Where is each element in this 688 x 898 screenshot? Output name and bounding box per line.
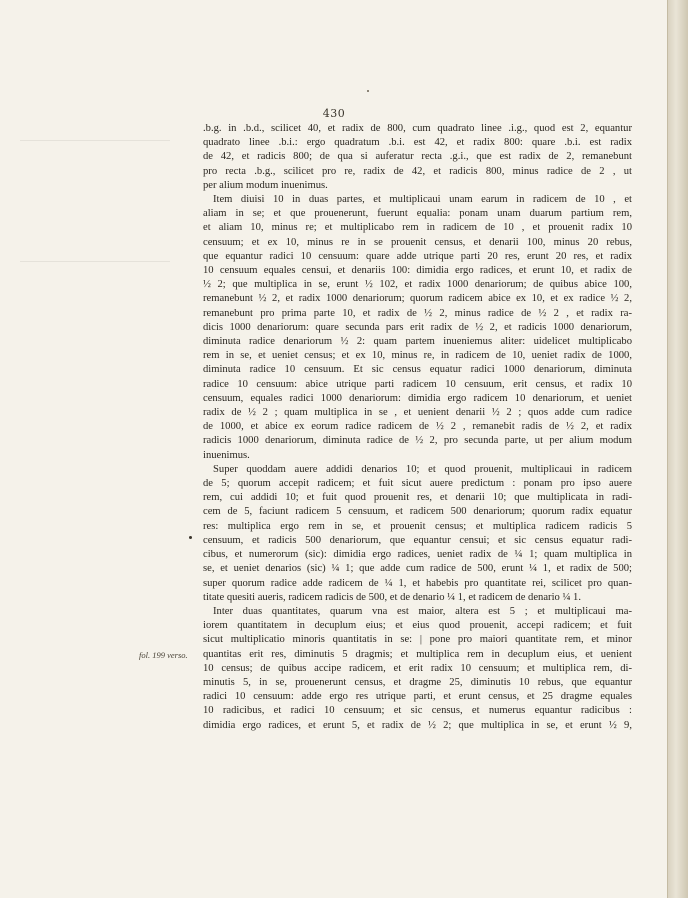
- text-line: dicis 1000 denariorum: quare secunda pars erit radix de ½ 2, et radicis 1000 denariorum,: [203, 321, 632, 333]
- text-line: aliam in se; et que prouenerunt, fuerunt equalia: ponam unam duarum partium rem,: [203, 208, 632, 220]
- text-line: radice 10 censuum: abice utrique parti radicem 10 censuum, erit census, et radix 10: [203, 378, 632, 390]
- margin-mark: [189, 536, 192, 539]
- text-line: inuenimus.: [203, 449, 250, 461]
- text-line: titate quesiti aueris, radicem radicis de 500, et de denario ¼ 1, et radicem de denario ¼ 1.: [203, 591, 581, 603]
- text-line: radix de ½ 2 ; quam multiplica in se , et uenient denarii ½ 2 ; quos adde cum radice: [203, 407, 632, 419]
- text-line: dimidia ergo radices, et erunt 5, et radix de ½ 2; que multiplica in se, et erunt ½ 9,: [203, 719, 632, 731]
- text-line: .b.g. in .b.d., scilicet 40, et radix de 800, cum quadrato linee .i.g., quod est 2, equantur: [203, 123, 632, 134]
- text-line: quadrato linee .b.i.: ergo quadratum .b.i. est 42, et radix 800: quare .b.i. est radix: [203, 137, 632, 149]
- text-line: ½ 2; que multiplica in se, erunt ½ 102, et radix 1000 denariorum; de quibus abice 100,: [203, 279, 632, 291]
- text-line: 10 radicibus, et radici 10 censuum; et sic census, et numerus equantur radicibus :: [203, 705, 632, 717]
- ink-dot: [367, 90, 369, 92]
- text-line: Item diuisi 10 in duas partes, et multiplicaui unam earum in radicem de 10 , et: [213, 194, 632, 206]
- text-line: cem de 5, faciunt radicem 5 censuum, et radicem 500 denariorum; quorum radix equatur: [203, 506, 632, 518]
- text-line: remanebunt pro prima parte 10, et radix de ½ 2, minus radice de ½ 2 , et radix ra-: [203, 307, 632, 319]
- text-line: 10 census; de quibus accipe radicem, et erit radix 10 censuum; et multiplica rem, di-: [203, 662, 632, 674]
- text-line: diminuta radice denariorum ½ 2: quam partem inueniemus aliter: uidelicet multiplicabo: [203, 336, 632, 348]
- text-line: censuum; et ex 10, minus re in se prouenit census, et denarii 100, minus 20 rebus,: [203, 236, 632, 248]
- text-line: Inter duas quantitates, quarum vna est maior, altera est 5 ; et multiplicaui ma-: [213, 605, 632, 617]
- text-line: rem in se, et ueniet census; et ex 10, minus re, in radicem de 10, ueniet radix de 1000,: [203, 350, 632, 362]
- text-line: iorem quantitatem in decuplum eius; et eius quod prouenit, accepi radicem; et fuit: [203, 620, 632, 632]
- text-line: et aliam 10, minus re; et multiplicabo rem in radicem de 10 , et prouenit radix 10: [203, 222, 632, 234]
- text-line: cibus, et numerorum (sic): dimidia ergo radices, ueniet radix de ¼ 1; quam multiplica in: [203, 549, 632, 561]
- folio-margin-note: fol. 199 verso.: [139, 650, 188, 660]
- text-line: rem, cui addidi 10; et fuit quod prouenit res, et denarii 10; que multiplicata in radi-: [203, 492, 632, 504]
- text-line: per alium modum inuenimus.: [203, 179, 328, 191]
- text-line: sicut multiplicatio minoris quantitatis in se: | pone pro maiori quantitate rem, et minor: [203, 634, 632, 646]
- text-line: radici 10 censuum: adde ergo res utrique parti, et erunt census, et 25 dragme equales: [203, 691, 632, 703]
- text-line: radicis 1000 denariorum, diminuta radice de ½ 2, pro secunda parte, ut per alium modum: [203, 435, 632, 447]
- text-line: Super quoddam auere addidi denarios 10; et quod prouenit, multiplicaui in radicem: [213, 463, 632, 475]
- text-line: censuum, equales radici 1000 denariorum: dimidia ergo radicem 10 denariorum, et ueniet: [203, 392, 632, 404]
- text-line: super quorum radice adde radicem de ¼ 1, et habebis pro quantitate rei, scilicet pro quan-: [203, 577, 632, 589]
- text-line: pro recta .b.g., scilicet pro re, radix de 42, et radicis 800, minus radice de 2 , ut: [203, 165, 632, 177]
- text-line: quantitas erit res, diminutis 5 dragmis; et multiplica rem in decuplum eius, et uenient: [203, 648, 632, 660]
- text-line: remanebunt ½ 2, et radix 1000 denariorum; quorum radicem abice ex 10, et ex radice ½ 2,: [203, 293, 632, 305]
- main-text-block: [203, 122, 632, 733]
- text-line: que equantur radici 10 censuum: quare adde utrique parti 20 res, erunt 20 res, et radix: [203, 250, 632, 262]
- text-line: 10 censuum equales censui, et denariis 100: dimidia ergo radices, et erunt 10, et radix de: [203, 265, 632, 277]
- text-line: res: multiplica ergo rem in se, et prouenit census; et multiplica radicem radicis 5: [203, 520, 632, 532]
- text-line: de 42, et radicis 800; de qua si auferatur recta .g.i., que est radix de 2, remanebunt: [203, 151, 632, 163]
- text-line: censuum, et radicis 500 denariorum, que equantur censui; et sic census equatur radi-: [203, 534, 632, 546]
- show-through-shadow: [20, 140, 170, 262]
- text-line: diminuta radice 10 censuum. Et sic census equatur radici 1000 denariorum, diminuta: [203, 364, 632, 376]
- text-line: de 5; quorum accepit radicem; et fuit sicut auere predictum : ponam pro ipso auere: [203, 478, 632, 490]
- text-line: de 1000, et abice ex eorum radice radicem de ½ 2 , remanebit radis de ½ 2, et radix: [203, 421, 632, 433]
- page-edge: [668, 0, 688, 898]
- page-number: 430: [322, 107, 346, 120]
- text-line: minutis 5, in se, prouenerunt census, et dragme 25, diminutis 10 rebus, que equantur: [203, 676, 632, 688]
- text-line: se, et ueniet denarios (sic) ¼ 1; que adde cum radice de 500, erunt ¼ 1, et radix de 500;: [203, 563, 632, 575]
